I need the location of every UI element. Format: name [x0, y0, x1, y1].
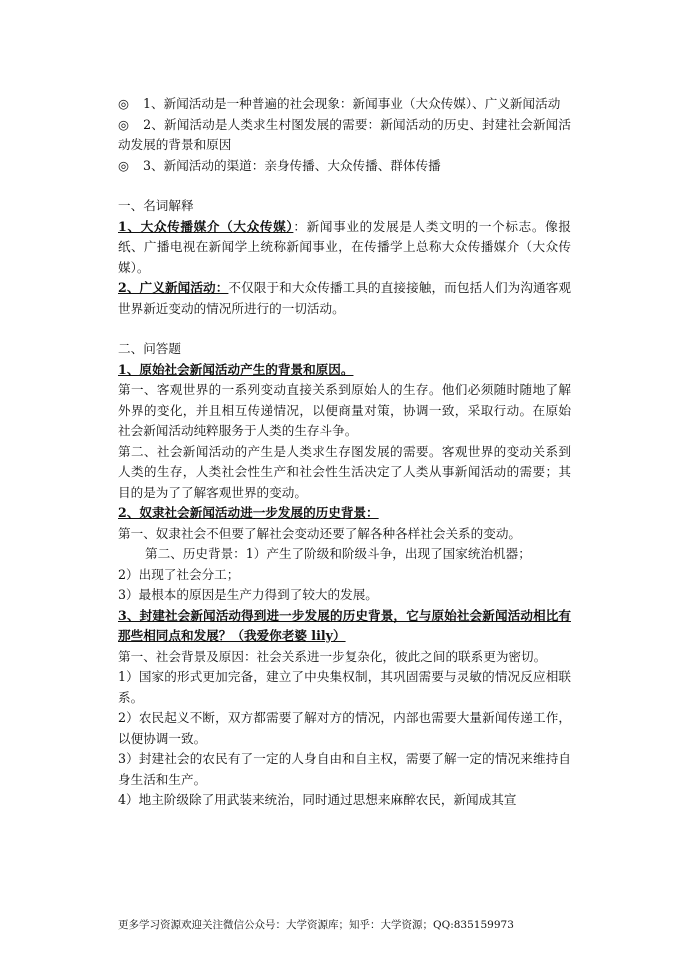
- question-title: 1、原始社会新闻活动产生的背景和原因。: [118, 361, 354, 377]
- bullet-item: [118, 94, 571, 115]
- term-text: ：新闻事业的发展是人类文明的一个标志。像报纸、广播电视在新闻学上统称新闻事业，在传播学上总称大众传播媒介（大众传媒）。: [118, 218, 572, 275]
- answer-paragraph: 4）地主阶级除了用武装来统治，同时通过思想来麻醉农民，新闻成其宣: [118, 792, 517, 807]
- answer-paragraph: 1）国家的形式更加完备，建立了中央集权制，其巩固需要与灵敏的情况反应相联系。: [118, 669, 571, 705]
- bullet-text: 3、新闻活动的渠道：亲身传播、大众传播、群体传播: [143, 157, 441, 173]
- term-title: 1、大众传播媒介（大众传媒）: [118, 218, 294, 234]
- bullet-text: 1、新闻活动是一种普遍的社会现象：新闻事业（大众传媒）、广义新闻活动: [143, 96, 561, 111]
- term-definition: [118, 217, 571, 279]
- answer-paragraph: 2）出现了社会分工；: [118, 566, 240, 582]
- answer-paragraph: 3）最根本的原因是生产力得到了较大的发展。: [118, 587, 378, 602]
- answer-paragraph: 第一、客观世界的一系列变动直接关系到原始人的生存。他们必须随时随地了解外界的变化，并且相互传递情况，以便商量对策，协调一致，采取行动。在原始社会新闻活动纯粹服务于人类的生存斗争。: [118, 382, 571, 438]
- term-text: 不仅限于和大众传播工具的直接接触，而包括人们为沟通客观世界新近变动的情况所进行的一切活动。: [118, 280, 572, 316]
- bullet-text: 2、新闻活动是人类求生村图发展的需要：新闻活动的历史、封建社会新闻活动发展的背景和原因: [118, 116, 571, 152]
- bullet-mark: ◎: [118, 96, 129, 111]
- section-heading: 二、问答题: [118, 341, 181, 356]
- question-title: 3、封建社会新闻活动得到进一步发展的历史背景，它与原始社会新闻活动相比有那些相同点和发展？（我爱你老婆 lily）: [118, 607, 571, 643]
- term-title: 2、广义新闻活动：: [118, 280, 229, 295]
- page-footer: 更多学习资源欢迎关注微信公众号：大学资源库；知乎：大学资源；QQ:835159973: [118, 919, 514, 931]
- term-definition: [118, 278, 571, 319]
- answer-paragraph: 第二、社会新闻活动的产生是人类求生存图发展的需要。客观世界的变动关系到人类的生存，人类社会性生产和社会性生活决定了人类从事新闻活动的需要；其目的是为了了解客观世界的变动。: [118, 443, 571, 500]
- bullet-item: [118, 156, 571, 177]
- question-title: 2、奴隶社会新闻活动进一步发展的历史背景：: [118, 505, 379, 520]
- bullet-mark: ◎: [118, 116, 130, 132]
- answer-paragraph: 第一、社会背景及原因：社会关系进一步复杂化，彼此之间的联系更为密切。: [118, 648, 547, 664]
- bullet-item: [118, 115, 571, 156]
- answer-paragraph: 第二、历史背景：1）产生了阶级和阶级斗争，出现了国家统治机器；: [145, 546, 531, 561]
- bullet-mark: ◎: [118, 157, 129, 173]
- section-heading: 一、名词解释: [118, 198, 194, 213]
- answer-paragraph: 第一、奴隶社会不但要了解社会变动还要了解各种各样社会关系的变动。: [118, 525, 521, 541]
- answer-paragraph: 3）封建社会的农民有了一定的人身自由和自主权，需要了解一定的情况来维持自身生活和生产。: [118, 751, 571, 787]
- answer-paragraph: 2）农民起义不断，双方都需要了解对方的情况，内部也需要大量新闻传递工作，以便协调一致。: [118, 710, 571, 746]
- document-body: [118, 94, 571, 811]
